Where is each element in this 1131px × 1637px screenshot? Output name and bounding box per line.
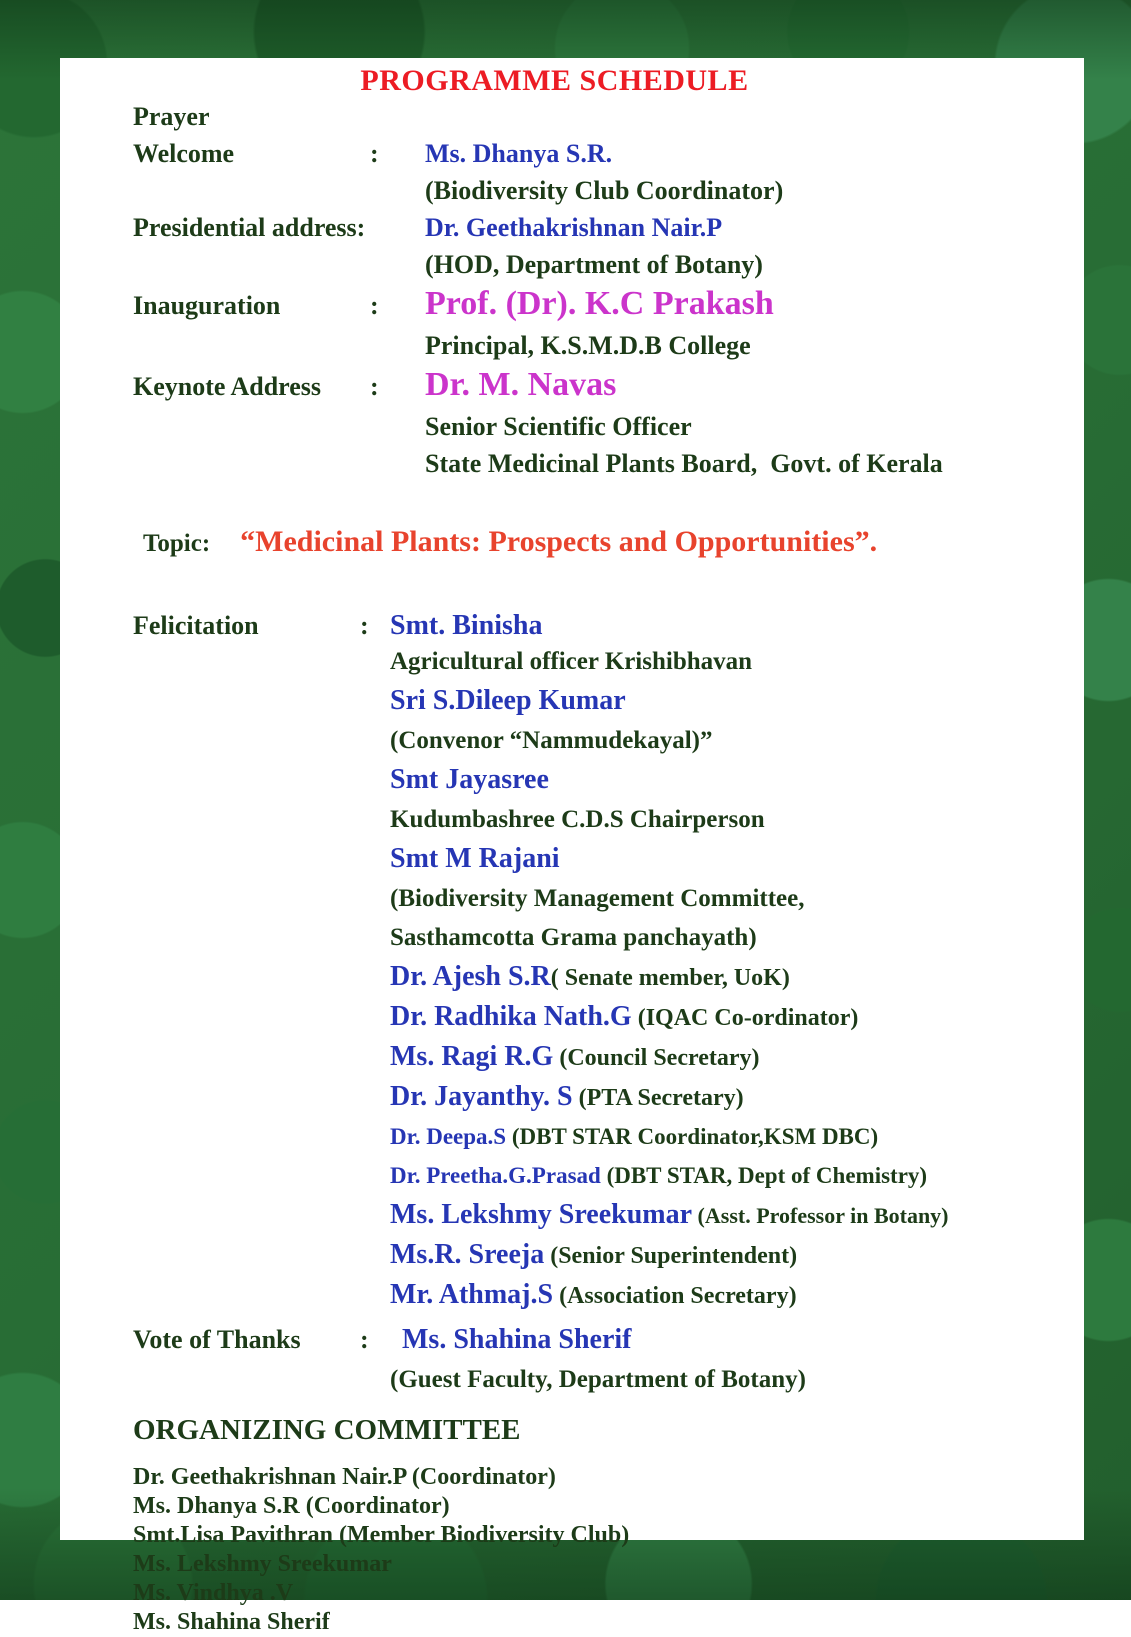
- programme-row-welcome: [133, 135, 1066, 172]
- keynote-speaker-role: Senior Scientific Officer: [425, 412, 692, 441]
- guest-entry: [390, 1197, 1066, 1237]
- topic-label: Topic:: [143, 530, 211, 557]
- guest-name: Dr. Preetha.G.Prasad: [390, 1163, 601, 1188]
- guest-name: Ms. Lekshmy Sreekumar: [390, 1199, 693, 1230]
- welcome-speaker-name: Ms. Dhanya S.R.: [425, 139, 613, 168]
- guest-entry: [390, 1079, 1066, 1119]
- keynote-speaker-org: State Medicinal Plants Board, Govt. of Kerala: [425, 449, 943, 478]
- guest-name: Mr. Athmaj.S: [390, 1279, 554, 1310]
- welcome-speaker-role: (Biodiversity Club Coordinator): [425, 176, 784, 205]
- guest-role: (Biodiversity Management Committee,: [390, 885, 805, 912]
- guest-role: (Association Secretary): [553, 1283, 797, 1309]
- guest-role: ( Senate member, UoK): [550, 965, 790, 991]
- guest-role: (Senior Superintendent): [544, 1243, 798, 1269]
- guest-entry: [390, 959, 1066, 999]
- committee-member: Ms. Vindhya .V: [133, 1580, 294, 1606]
- guest-name: Dr. Jayanthy. S: [390, 1081, 573, 1112]
- guest-name: Smt Jayasree: [390, 764, 549, 795]
- organizing-committee-list: [133, 1463, 1066, 1637]
- inauguration-label: Inauguration: [133, 291, 281, 320]
- programme-row-prayer: [133, 98, 1066, 135]
- colon-separator: :: [370, 291, 379, 320]
- guest-entry: [390, 1237, 1066, 1277]
- guest-name: Sri S.Dileep Kumar: [390, 685, 626, 716]
- keynote-speaker-name: Dr. M. Navas: [425, 366, 617, 403]
- committee-member: Smt.Lisa Pavithran (Member Biodiversity Club): [133, 1522, 630, 1548]
- guest-role: (DBT STAR, Dept of Chemistry): [600, 1163, 928, 1188]
- colon-separator: :: [360, 611, 369, 640]
- inauguration-speaker-role: Principal, K.S.M.D.B College: [425, 331, 751, 360]
- guest-name: Ms. Ragi R.G: [390, 1041, 554, 1072]
- topic-row: [133, 522, 1066, 567]
- guest-entry: [390, 999, 1066, 1039]
- prayer-label: Prayer: [133, 102, 210, 131]
- topic-title: “Medicinal Plants: Prospects and Opportunities”.: [240, 525, 878, 558]
- guest-entry: [390, 1158, 1066, 1197]
- vote-of-thanks-row: [133, 1319, 1066, 1360]
- committee-member: Dr. Geethakrishnan Nair.P (Coordinator): [133, 1464, 556, 1490]
- guest-name: Smt M Rajani: [390, 843, 560, 874]
- page-title: PROGRAMME SCHEDULE: [360, 64, 749, 97]
- programme-row-inauguration: [133, 283, 1066, 327]
- guest-name: Ms.R. Sreeja: [390, 1239, 545, 1270]
- welcome-label: Welcome: [133, 139, 235, 168]
- felicitation-label: Felicitation: [133, 611, 259, 640]
- presidential-speaker-name: Dr. Geethakrishnan Nair.P: [425, 213, 723, 242]
- guest-role: (PTA Secretary): [572, 1085, 744, 1111]
- guest-entry: [390, 1119, 1066, 1158]
- guest-name: Dr. Ajesh S.R: [390, 961, 551, 992]
- colon-separator: :: [360, 1325, 369, 1354]
- colon-separator: :: [370, 139, 379, 168]
- guest-name: Dr. Deepa.S: [390, 1124, 507, 1149]
- vote-speaker-role: (Guest Faculty, Department of Botany): [390, 1366, 806, 1393]
- guest-role: Agricultural officer Krishibhavan: [390, 648, 753, 675]
- guest-role: (DBT STAR Coordinator,KSM DBC): [506, 1124, 879, 1149]
- felicitation-row: [133, 607, 1066, 644]
- inauguration-speaker-name: Prof. (Dr). K.C Prakash: [425, 285, 774, 322]
- vote-speaker-name: Ms. Shahina Sherif: [402, 1324, 632, 1355]
- content-card: [60, 58, 1084, 1635]
- committee-member: Ms. Shahina Sherif: [133, 1609, 330, 1635]
- programme-row-presidential: [133, 209, 1066, 246]
- guest-entry: [390, 1277, 1066, 1317]
- guest-role: (Convenor “Nammudekayal)”: [390, 727, 713, 754]
- guest-role: (Asst. Professor in Botany): [692, 1203, 949, 1228]
- vote-of-thanks-label: Vote of Thanks: [133, 1325, 301, 1354]
- guest-name: Smt. Binisha: [390, 610, 543, 641]
- guest-role: (Council Secretary): [553, 1045, 760, 1071]
- committee-member: Ms. Lekshmy Sreekumar: [133, 1551, 392, 1577]
- guest-name: Dr. Radhika Nath.G: [390, 1001, 632, 1032]
- guest-role: (IQAC Co-ordinator): [631, 1005, 859, 1031]
- organizing-committee-heading: ORGANIZING COMMITTEE: [133, 1414, 521, 1446]
- guest-role: Sasthamcotta Grama panchayath): [390, 924, 757, 951]
- committee-member: Ms. Dhanya S.R (Coordinator): [133, 1493, 450, 1519]
- guest-role: Kudumbashree C.D.S Chairperson: [390, 806, 765, 833]
- presidential-label: Presidential address:: [133, 213, 366, 242]
- keynote-label: Keynote Address: [133, 372, 322, 401]
- programme-row-keynote: [133, 364, 1066, 408]
- presidential-speaker-role: (HOD, Department of Botany): [425, 250, 763, 279]
- colon-separator: :: [370, 372, 379, 401]
- guest-entry: [390, 1039, 1066, 1079]
